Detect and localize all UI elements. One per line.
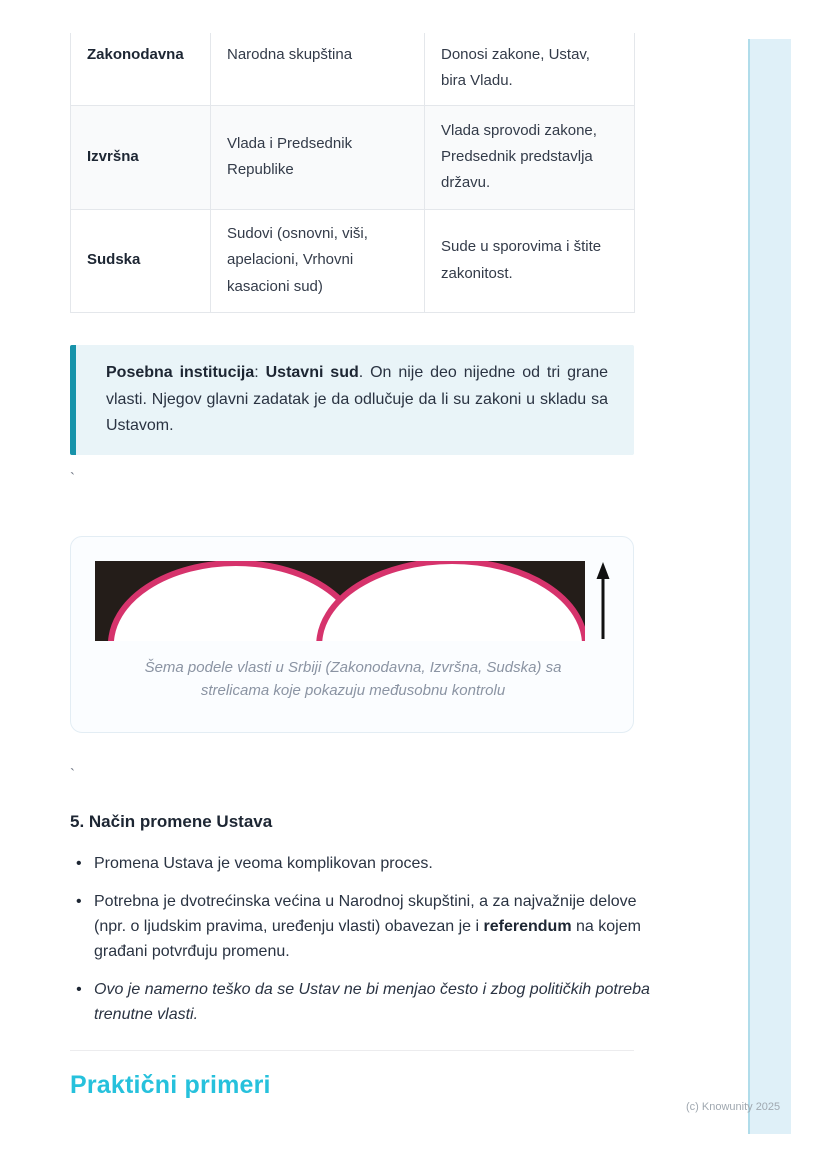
copyright-watermark: (c) Knowunity 2025	[686, 1101, 781, 1113]
section-heading: 5. Način promene Ustava	[70, 812, 273, 831]
callout-rest: . On nije deo nijedne od tri grane vlasti. Njegov glavni zadatak je da odlučuje da li su zakoni u skladu sa Ustavom.	[106, 364, 609, 435]
cell-holder: Narodna skupština	[211, 33, 425, 105]
figure-image	[95, 561, 611, 641]
list-item	[94, 890, 660, 965]
list-item	[94, 852, 660, 877]
branches-table	[70, 33, 635, 313]
bullet-list	[70, 852, 660, 1041]
callout-separator: :	[254, 364, 266, 381]
next-section-heading: Praktični primeri	[70, 1071, 271, 1099]
callout-bold-term: Ustavni sud	[265, 364, 359, 381]
bullet-text-post: na kojem građani potvrđuju promenu.	[94, 917, 641, 960]
list-item	[94, 978, 660, 1028]
cell-branch: Izvršna	[71, 105, 211, 209]
table-row-zakonodavna	[71, 33, 635, 105]
callout-text	[106, 360, 608, 440]
cell-role: Vlada sprovodi zakone, Predsednik predstavlja državu.	[425, 105, 635, 209]
bullet-italic-text: Ovo je namerno teško da se Ustav ne bi menjao često i zbog političkih potreba trenutne vlasti.	[94, 980, 650, 1023]
power-arches-graphic	[95, 561, 585, 641]
bullet-text: Promena Ustava je veoma komplikovan proces.	[94, 855, 433, 872]
table-row-izvrsna	[71, 105, 635, 209]
bullet-text-pre: Potrebna je dvotrećinska većina u Narodnoj skupštini, a za najvažnije delove (npr. o ljudskim pravima, uređenju vlasti) obavezan je i	[94, 892, 637, 935]
figure-caption: Šema podele vlasti u Srbiji (Zakonodavna, Izvršna, Sudska) sa strelicama koje pokazuju međusobnu kontrolu	[144, 659, 562, 699]
bullet-bold-term: referendum	[483, 917, 572, 935]
cell-holder: Sudovi (osnovni, viši, apelacioni, Vrhovni kasacioni sud)	[211, 209, 425, 312]
cell-holder: Vlada i Predsednik Republike	[211, 105, 425, 209]
cell-branch: Zakonodavna	[71, 33, 211, 105]
cell-role: Sude u sporovima i štite zakonitost.	[425, 209, 635, 312]
stray-backtick-1: `	[70, 470, 75, 487]
stray-backtick-2: `	[70, 766, 75, 783]
callout-bold-lead: Posebna institucija	[106, 364, 255, 381]
figure-card	[70, 536, 634, 733]
callout-note	[70, 345, 634, 455]
cell-role: Donosi zakone, Ustav, bira Vladu.	[425, 33, 635, 105]
up-arrow-icon	[595, 561, 611, 641]
cell-branch: Sudska	[71, 209, 211, 312]
section-divider	[70, 1050, 634, 1051]
table-row-sudska	[71, 209, 635, 312]
right-accent-bar	[748, 39, 791, 1134]
